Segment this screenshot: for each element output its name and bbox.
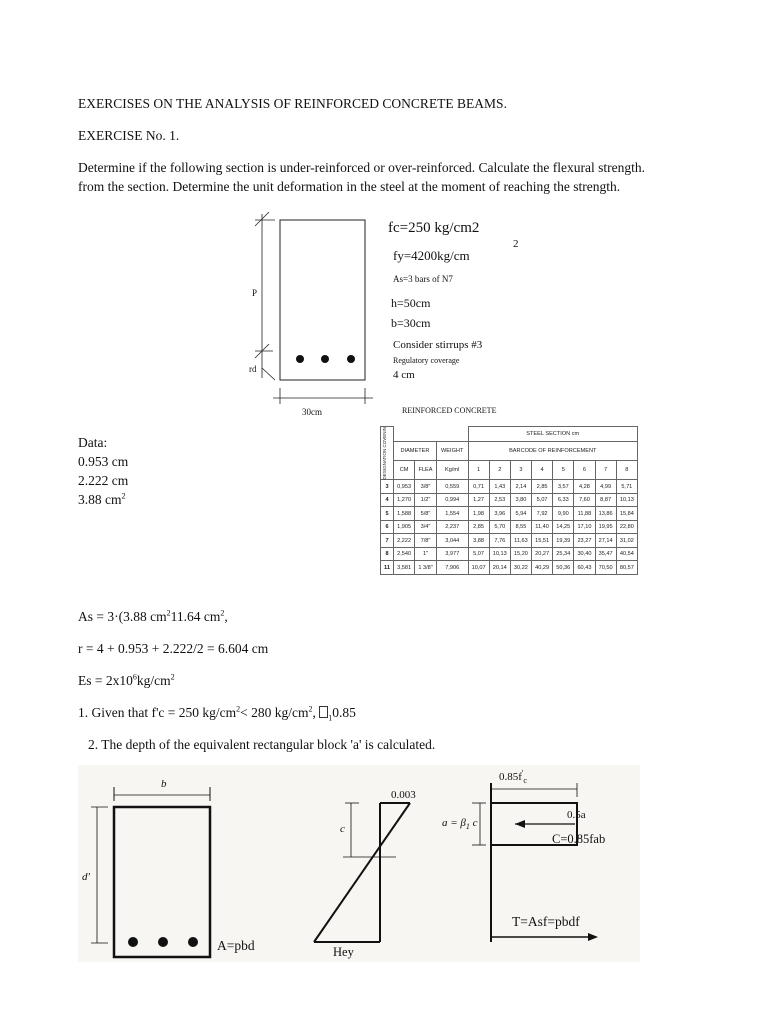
height-value: h=50cm: [391, 296, 431, 310]
table-cell: 40,29: [532, 561, 553, 575]
table-cell: 3,044: [436, 534, 468, 548]
table-cell: 0,994: [436, 493, 468, 507]
table-cell: 3/4": [415, 520, 437, 534]
step-2: 2. The depth of the equivalent rectangular block 'a' is calculated.: [88, 737, 436, 752]
table-cell: 50,36: [553, 561, 574, 575]
table-cell: 5,07: [532, 493, 553, 507]
b-label: b: [161, 778, 167, 790]
table-cell: 1": [415, 547, 437, 561]
bar-3: [188, 937, 198, 947]
table-cell: 3,57: [553, 480, 574, 494]
table-cell: 5,71: [616, 480, 637, 494]
table-cell: 5: [381, 507, 394, 521]
exercise-title: EXERCISE No. 1.: [78, 128, 180, 143]
table-cell: 1,905: [394, 520, 415, 534]
data-value-1: 0.953 cm: [78, 454, 129, 469]
rebar-2: [321, 355, 329, 363]
table-cell: 2,85: [468, 520, 489, 534]
table-cell: 8,87: [595, 493, 616, 507]
as-equation: As = 3·(3.88 $cm^211.64$ $cm^2$,: [78, 608, 228, 624]
table-cell: 1,98: [468, 507, 489, 521]
table-cell: 1,27: [468, 493, 489, 507]
table-cell: 0,953: [394, 480, 415, 494]
bar-count-header: 7: [595, 461, 616, 480]
table-cell: 17,10: [574, 520, 595, 534]
table-cell: 4,99: [595, 480, 616, 494]
stress-label: $0.85f'_c$: [499, 768, 527, 786]
stress-block-drawing: [78, 765, 640, 962]
table-cell: 6,33: [553, 493, 574, 507]
table-cell: 11,63: [510, 534, 531, 548]
bar-count-header: 3: [510, 461, 531, 480]
table-cell: 22,80: [616, 520, 637, 534]
rebar-table: [380, 426, 638, 575]
table-cell: 3,581: [394, 561, 415, 575]
table-cell: 15,51: [532, 534, 553, 548]
rebar-table-figure: [372, 404, 640, 596]
table-cell: 40,54: [616, 547, 637, 561]
table-cell: 2,53: [489, 493, 510, 507]
table-cell: 20,14: [489, 561, 510, 575]
bar-count-header: 6: [574, 461, 595, 480]
table-cell: 11,88: [574, 507, 595, 521]
bar-1: [128, 937, 138, 947]
table-cell: 7,60: [574, 493, 595, 507]
hey-label: Hey: [333, 945, 354, 959]
table-cell: 1,270: [394, 493, 415, 507]
table-cell: 70,50: [595, 561, 616, 575]
bar-2: [158, 937, 168, 947]
barcode-header: BARCODE OF REINFORCEMENT: [468, 442, 638, 461]
table-cell: 2,222: [394, 534, 415, 548]
table-cell: 3,977: [436, 547, 468, 561]
fc-value: fc=250 kg/cm2: [388, 220, 480, 236]
table-row: [381, 480, 638, 494]
problem-line-2: from the section. Determine the unit deformation in the steel at the moment of reaching the strength.: [78, 179, 621, 194]
cover-dim-label: rd: [249, 364, 257, 374]
cm-header: CM: [394, 461, 415, 480]
table-cell: 15,20: [510, 547, 531, 561]
kg-header: Kg/ml: [436, 461, 468, 480]
stress-block-figure: [78, 765, 640, 962]
bar-count-header: 8: [616, 461, 637, 480]
table-cell: 20,27: [532, 547, 553, 561]
problem-line-1: Determine if the following section is under-reinforced or over-reinforced. Calculate the flexural strength.: [78, 160, 645, 175]
table-row: [381, 493, 638, 507]
area-exponent: 2: [121, 491, 126, 501]
r-equation: r = 4 + 0.953 + 2.222/2 = 6.604 cm: [78, 641, 269, 656]
height-dim-label: P: [252, 288, 258, 298]
bar-count-header: 4: [532, 461, 553, 480]
beam-section-drawing: [245, 208, 405, 423]
steel-section-header: STEEL SECTION cm: [468, 427, 638, 442]
width-value: b=30cm: [391, 316, 431, 330]
table-cell: 1,588: [394, 507, 415, 521]
table-cell: 23,27: [574, 534, 595, 548]
table-cell: 5,70: [489, 520, 510, 534]
table-cell: 4: [381, 493, 394, 507]
designation-header: DESIGNATION COVENIN: [381, 427, 394, 480]
width-dim-label: 30cm: [302, 407, 322, 417]
table-cell: 7,906: [436, 561, 468, 575]
step-1: 1. Given that f'c = 250 $kg/cm^2< 280$ $kg/cm^2$, $_1$0.85: [78, 704, 356, 723]
rebar-1: [296, 355, 304, 363]
cover-value: 4 cm: [393, 369, 415, 381]
table-cell: 35,47: [595, 547, 616, 561]
table-cell: 11: [381, 561, 394, 575]
table-cell: 5,07: [468, 547, 489, 561]
table-cell: 19,39: [553, 534, 574, 548]
table-cell: 10,07: [468, 561, 489, 575]
table-row: [381, 561, 638, 575]
table-cell: 14,25: [553, 520, 574, 534]
table-cell: 1/2": [415, 493, 437, 507]
flea-header: FLEA: [415, 461, 437, 480]
table-cell: 27,14: [595, 534, 616, 548]
table-cell: 15,84: [616, 507, 637, 521]
coverage-note: Regulatory coverage: [393, 356, 460, 365]
table-cell: 3,80: [510, 493, 531, 507]
bar-count-header: 5: [553, 461, 574, 480]
bar-count-header: 2: [489, 461, 510, 480]
problem-statement: [78, 158, 758, 196]
table-row: [381, 547, 638, 561]
data-value-2: 2.222 cm: [78, 473, 129, 488]
diameter-header: DIAMETER: [394, 442, 437, 461]
table-cell: 31,02: [616, 534, 637, 548]
table-cell: 30,40: [574, 547, 595, 561]
weight-header: WEIGHT: [436, 442, 468, 461]
es-equation: $Es = 2x10^6kg/cm^2$: [78, 672, 175, 688]
rebar-3: [347, 355, 355, 363]
table-cell: 6: [381, 520, 394, 534]
data-title: Data:: [78, 435, 108, 450]
table-cell: 2,540: [394, 547, 415, 561]
table-cell: 1 3/8": [415, 561, 437, 575]
table-cell: 5/8": [415, 507, 437, 521]
table-row: [381, 507, 638, 521]
table-cell: 0,71: [468, 480, 489, 494]
table-cell: 0,559: [436, 480, 468, 494]
table-cell: 2,85: [532, 480, 553, 494]
table-row: [381, 534, 638, 548]
compression-label: C=0.85fab: [552, 832, 606, 846]
fy-value: fy=4200kg/cm: [393, 248, 470, 263]
table-cell: 2,237: [436, 520, 468, 534]
table-title: REINFORCED CONCRETE: [402, 406, 497, 415]
table-cell: 1,554: [436, 507, 468, 521]
tension-label: T=Asf=pbdf: [512, 914, 580, 929]
strain-label: 0.003: [391, 789, 416, 801]
d-label: d': [82, 871, 90, 883]
table-cell: 3,88: [468, 534, 489, 548]
c-label: c: [340, 823, 345, 835]
table-cell: 9,90: [553, 507, 574, 521]
table-cell: 5,94: [510, 507, 531, 521]
table-cell: 4,28: [574, 480, 595, 494]
table-cell: 13,86: [595, 507, 616, 521]
table-cell: 3,96: [489, 507, 510, 521]
missing-glyph-icon: [319, 706, 328, 718]
beam-section-figure: [245, 208, 535, 423]
area-label: A=pbd: [217, 938, 255, 953]
table-cell: 2,14: [510, 480, 531, 494]
table-cell: 8,55: [510, 520, 531, 534]
fc-exponent: 2: [513, 238, 519, 250]
data-block: [78, 433, 128, 509]
table-cell: 19,95: [595, 520, 616, 534]
table-cell: 3: [381, 480, 394, 494]
table-cell: 7: [381, 534, 394, 548]
table-row: [381, 520, 638, 534]
table-cell: 8: [381, 547, 394, 561]
table-cell: 3/8": [415, 480, 437, 494]
table-cell: 7,92: [532, 507, 553, 521]
table-cell: 60,43: [574, 561, 595, 575]
table-cell: 7,76: [489, 534, 510, 548]
table-cell: 7/8": [415, 534, 437, 548]
a-label: $a = \beta_1$ c: [442, 817, 478, 832]
table-cell: 10,13: [489, 547, 510, 561]
table-cell: 1,43: [489, 480, 510, 494]
document-heading: EXERCISES ON THE ANALYSIS OF REINFORCED CONCRETE BEAMS.: [78, 96, 507, 111]
data-value-3: 3.88 $cm^2$: [78, 491, 126, 507]
table-cell: 10,13: [616, 493, 637, 507]
table-cell: 80,57: [616, 561, 637, 575]
stirrups-note: Consider stirrups #3: [393, 339, 483, 351]
steel-area: As=3 bars of N7: [393, 274, 453, 284]
table-cell: 25,34: [553, 547, 574, 561]
half-a-label: 0.5a: [567, 809, 586, 821]
bar-count-header: 1: [468, 461, 489, 480]
table-cell: 11,40: [532, 520, 553, 534]
table-cell: 30,22: [510, 561, 531, 575]
